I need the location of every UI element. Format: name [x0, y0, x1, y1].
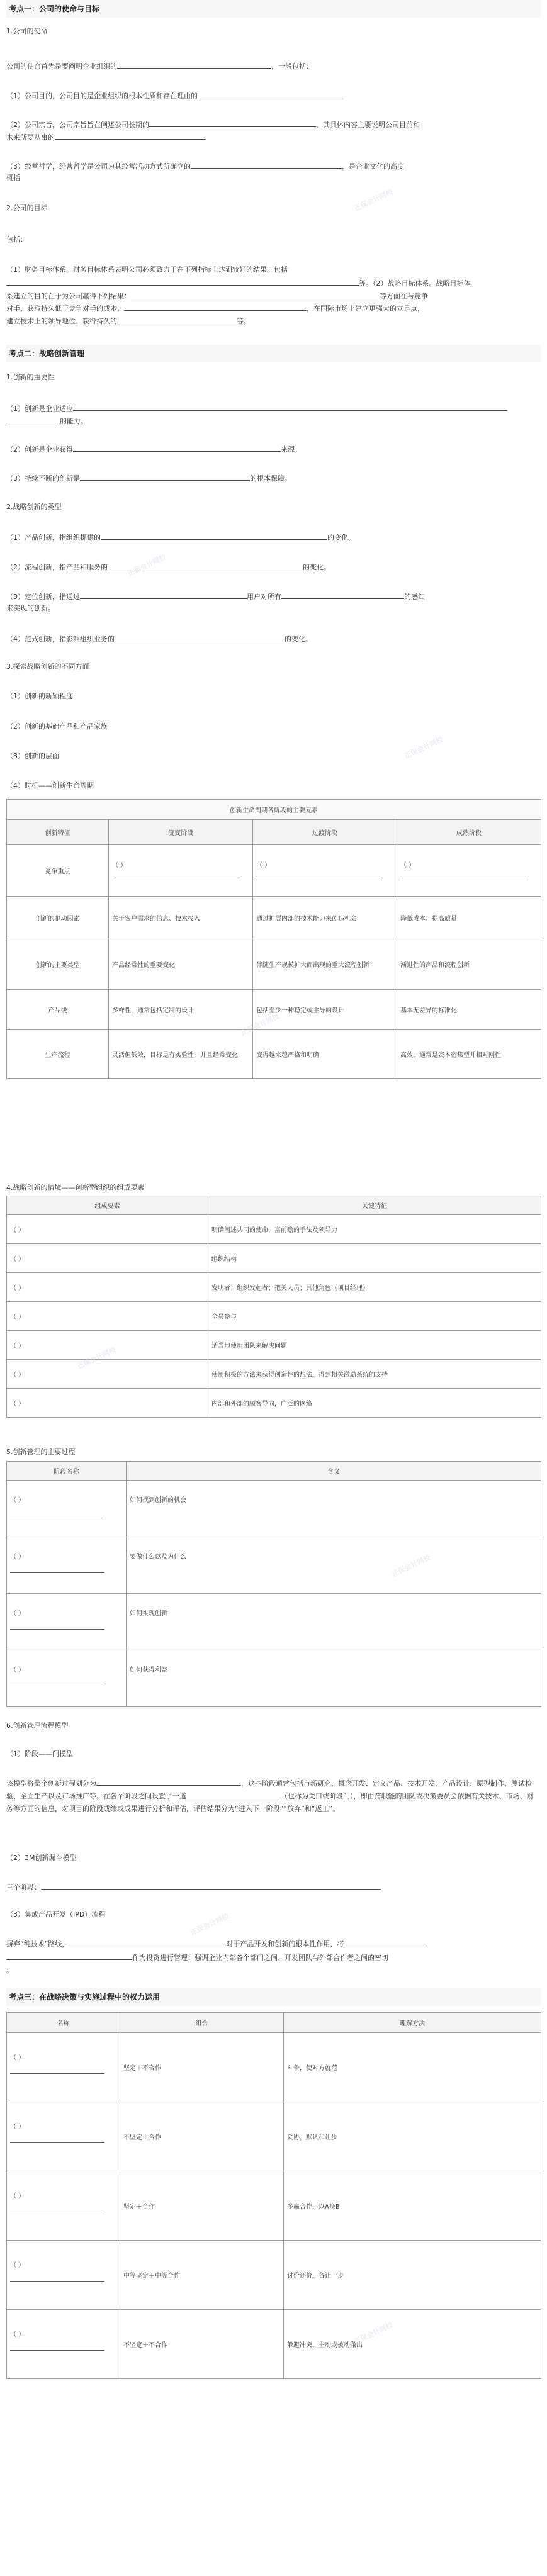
text-segment: 该模型将整个创新过程划分为	[6, 1779, 96, 1788]
table-cell	[7, 2033, 120, 2102]
watermark: 正保会计网校	[239, 1012, 281, 1038]
text-line	[6, 532, 355, 543]
paren-blank: （ ）	[112, 861, 127, 869]
table-cell: 组织结构	[208, 1244, 541, 1273]
text-segment: 对手、获取持久低于竞争对手的成本、	[6, 305, 124, 313]
list-item: （4）时机——创新生命周期	[6, 781, 94, 790]
text-segment: 来源。	[281, 445, 302, 454]
heading-mission: 1.公司的使命	[6, 27, 48, 35]
table-cell: 全员参与	[208, 1302, 541, 1331]
text-line: 概括	[6, 174, 20, 182]
section-title-innovation: 考点二：战略创新管理	[6, 345, 541, 362]
table-caption: 创新生命周期各阶段的主要元素	[7, 800, 541, 820]
table-header-cell: 过渡阶段	[253, 820, 397, 845]
paren-blank: （ ）	[10, 1497, 25, 1504]
paren-blank: （ ）	[10, 2124, 25, 2131]
table-cell	[7, 1537, 127, 1594]
blank	[6, 415, 60, 423]
text-line	[6, 561, 330, 573]
blank	[124, 303, 307, 311]
table-cell	[7, 1389, 208, 1418]
watermark: 正保会计网校	[76, 1345, 117, 1371]
table-cell	[7, 2241, 120, 2310]
table-cell: 变得越来越严格和明确	[253, 1030, 397, 1079]
paren-blank: （ ）	[10, 1285, 25, 1292]
blank	[186, 1790, 281, 1798]
table-header-cell: 关键特征	[208, 1196, 541, 1215]
table-header-cell: 组成要素	[7, 1196, 208, 1215]
table-cell	[7, 1650, 127, 1707]
table-cell: 基本无差异的标准化	[397, 990, 541, 1030]
text-line	[6, 1938, 426, 1949]
table-cell: 适当地使用团队来解决问题	[208, 1331, 541, 1360]
table-cell: 产品经常性的重要变化	[109, 939, 253, 990]
text-line	[6, 415, 87, 427]
blank	[281, 591, 404, 599]
text-line: 包括：	[6, 235, 27, 244]
text-segment: （也称为关口或阶段门），即由跨职能的团队或决策委员会依据有关技术、市场、财务等方面的信息，对项目的阶段成绩或成果进行分析和评估，评估结果分为“进入下一阶段”“放弃”和“返工”。	[6, 1792, 534, 1813]
blank	[69, 1938, 226, 1946]
table-cell	[7, 1594, 127, 1650]
blank	[10, 2066, 104, 2074]
table-row	[7, 1537, 541, 1594]
table-row	[7, 1389, 541, 1418]
paren-blank: （ ）	[10, 1227, 25, 1234]
text-segment: 的变化。	[285, 635, 312, 643]
watermark: 正保会计网校	[352, 188, 394, 213]
blank	[10, 2136, 104, 2143]
paren-blank: （ ）	[10, 2193, 25, 2200]
text-segment: 公司的使命首先是要阐明企业组织的	[6, 62, 117, 70]
table-row	[7, 2241, 541, 2310]
blank	[256, 873, 382, 880]
paren-blank: （ ）	[10, 1554, 25, 1560]
text-segment: 用户对所有	[247, 593, 281, 601]
table-cell: 坚定＋合作	[120, 2171, 284, 2241]
text-segment: ，这些阶段通常包括市场研究、概念开发、定义产品、技术开发、产品设计、原型制作、测试检验、全面生产以及市场推广等。在各个阶段之间设置了一道	[6, 1779, 532, 1800]
table-header-cell: 名称	[7, 2013, 120, 2033]
blank	[10, 1679, 104, 1686]
blank	[55, 132, 206, 140]
text-segment: （2）流程创新，指产品和服务的	[6, 563, 108, 571]
table-header-cell: 含义	[127, 1462, 541, 1481]
table-cell: 渐进性的产品和流程创新	[397, 939, 541, 990]
text-line: （1）财务目标体系。财务目标体系表明公司必须致力于在下列指标上达到较好的结果。包括	[6, 266, 288, 274]
text-segment: （1）产品创新，指组织提供的	[6, 534, 101, 542]
table-header-cell: 理解方法	[284, 2013, 541, 2033]
text-line	[6, 290, 428, 301]
table-row	[7, 990, 541, 1030]
watermark: 正保会计网校	[390, 1553, 432, 1579]
text-line	[6, 633, 312, 644]
table-cell: 明确阐述共同的使命，富前瞻的手法及领导力	[208, 1215, 541, 1244]
text-segment: 的变化。	[327, 534, 355, 542]
text-line	[6, 132, 206, 143]
table-cell: 包括至少一种稳定或主导的设计	[253, 990, 397, 1030]
text-line	[6, 90, 346, 101]
paren-blank: （ ）	[10, 1401, 25, 1408]
text-segment: （3）经营哲学，经营哲学是公司为其经营活动方式所确立的	[6, 162, 191, 171]
text-line	[6, 315, 251, 327]
subheading: （3）集成产品开发（IPD）流程	[6, 1910, 106, 1918]
table-row	[7, 1273, 541, 1302]
blank	[131, 290, 380, 298]
table-cell	[7, 1273, 208, 1302]
text-line: 。	[6, 1966, 13, 1974]
process-table	[6, 1461, 541, 1707]
heading-importance: 1.创新的重要性	[6, 373, 55, 381]
table-cell: 坚定＋不合作	[120, 2033, 284, 2102]
list-item: （1）创新的新颖程度	[6, 692, 73, 700]
paren-blank: （ ）	[10, 1667, 25, 1674]
table-header-row	[7, 820, 541, 845]
table-cell: 伴随生产规模扩大而出现的重大流程创新	[253, 939, 397, 990]
table-cell: 中等坚定＋中等合作	[120, 2241, 284, 2310]
blank	[10, 2205, 104, 2212]
table-row	[7, 2310, 541, 2379]
text-segment: 的根本保障。	[250, 474, 291, 483]
table-cell	[7, 2171, 120, 2241]
table-cell: 多赢合作，以A换B	[284, 2171, 541, 2241]
table-cell: 关于客户需求的信息、技术投入	[109, 897, 253, 939]
text-line	[6, 444, 302, 455]
table-cell: 高效，通常是资本密集型并相对刚性	[397, 1030, 541, 1079]
text-segment: 系建立的目的在于为公司赢得下列结果：	[6, 292, 131, 300]
table-cell: 如何找到创新的机会	[127, 1481, 541, 1537]
text-segment: ，其具体内容主要说明公司目前和	[316, 121, 420, 129]
text-segment: ，在国际市场上建立更强大的立足点，	[307, 305, 424, 313]
text-line	[6, 119, 420, 130]
table-cell	[7, 1244, 208, 1273]
table-cell: 斗争，使对方就范	[284, 2033, 541, 2102]
table-cell: 产品线	[7, 990, 109, 1030]
text-segment: 作为投资进行管理；强调企业内部各个部门之间、开发团队与外部合作者之间的密切	[132, 1954, 388, 1962]
text-line	[6, 1881, 381, 1893]
table-cell: 如何实现创新	[127, 1594, 541, 1650]
table-cell: 创新的驱动因素	[7, 897, 109, 939]
heading-context: 4.战略创新的情境——创新型组织的组成要素	[6, 1184, 145, 1192]
table-cell: 发明者；组织发起者；把关人员；其他角色（项目经理）	[208, 1273, 541, 1302]
text-line	[6, 473, 291, 484]
table-header-cell: 流变阶段	[109, 820, 253, 845]
table-cell: 多样性，通常包括定制的设计	[109, 990, 253, 1030]
list-item: （3）创新的层面	[6, 752, 59, 760]
table-cell: 灵活但低效，目标是有实验性，并且经常变化	[109, 1030, 253, 1079]
table-cell: 不坚定＋合作	[120, 2102, 284, 2171]
blank	[80, 473, 250, 481]
table-row	[7, 897, 541, 939]
watermark: 正保会计网校	[403, 735, 444, 761]
blank	[10, 2343, 104, 2351]
blank	[80, 591, 247, 599]
paren-blank: （ ）	[10, 2262, 25, 2269]
lifecycle-table	[6, 799, 541, 1079]
table-cell: 生产流程	[7, 1030, 109, 1079]
table-cell: 通过扩展内部的技术能力来创造机会	[253, 897, 397, 939]
text-segment: 等方面在与竞争	[380, 292, 428, 300]
table-cell: 降低成本、提高质量	[397, 897, 541, 939]
text-segment: （4）范式创新，指影响组织业务的	[6, 635, 115, 643]
table-cell	[7, 2102, 120, 2171]
blank	[10, 1622, 104, 1630]
section-title-power: 考点三：在战略决策与实施过程中的权力运用	[6, 1988, 541, 2006]
table-row	[7, 1650, 541, 1707]
watermark: 正保会计网校	[189, 1912, 230, 1937]
text-segment: 摒弃“纯技术”路线，	[6, 1940, 69, 1948]
table-row	[7, 1030, 541, 1079]
blank	[198, 90, 346, 98]
table-cell	[7, 1481, 127, 1537]
text-segment: ，一般包括：	[271, 62, 313, 70]
paren-blank: （ ）	[400, 861, 415, 869]
blank	[10, 1565, 104, 1573]
blank	[10, 2274, 104, 2282]
table-row	[7, 1360, 541, 1389]
blank	[149, 119, 316, 127]
table-cell	[253, 845, 397, 897]
blank	[108, 561, 303, 569]
heading-aspects: 3.探索战略创新的不同方面	[6, 663, 89, 671]
table-header-row	[7, 1462, 541, 1481]
text-segment: （3）持续不断的创新是	[6, 474, 80, 483]
heading-types: 2.战略创新的类型	[6, 503, 62, 511]
text-line	[6, 60, 313, 72]
subheading: （1）阶段——门模型	[6, 1750, 73, 1758]
heading-goals: 2.公司的目标	[6, 204, 48, 212]
table-cell: 如何获得利益	[127, 1650, 541, 1707]
table-cell	[7, 1360, 208, 1389]
heading-process: 5.创新管理的主要过程	[6, 1448, 76, 1456]
text-line: 来实现的创新。	[6, 604, 55, 612]
table-cell: 竞争重点	[7, 845, 109, 897]
table-cell	[7, 1302, 208, 1331]
table-row	[7, 2102, 541, 2171]
text-segment: （3）定位创新，指通过	[6, 593, 80, 601]
blank	[400, 873, 526, 880]
table-row	[7, 2171, 541, 2241]
power-table	[6, 2012, 541, 2379]
table-header-cell: 组合	[120, 2013, 284, 2033]
table-header-row	[7, 2013, 541, 2033]
table-cell: 躲避冲突，主动或被动撤出	[284, 2310, 541, 2379]
paren-blank: （ ）	[10, 1343, 25, 1350]
table-cell: 内部和外部的顾客导向，广泛的网络	[208, 1389, 541, 1418]
table-row	[7, 845, 541, 897]
paren-blank: （ ）	[10, 2054, 25, 2061]
table-cell	[7, 2310, 120, 2379]
blank	[117, 315, 237, 323]
text-segment: ，是企业文化的高度	[342, 162, 404, 171]
paragraph-stage-gate	[6, 1778, 538, 1815]
table-row	[7, 1244, 541, 1273]
text-segment: 的能力。	[60, 417, 87, 425]
text-segment: （2）公司宗旨，公司宗旨旨在阐述公司长期的	[6, 121, 149, 129]
table-cell	[7, 1331, 208, 1360]
paren-blank: （ ）	[10, 2331, 25, 2338]
table-header-cell: 阶段名称	[7, 1462, 127, 1481]
table-cell	[397, 845, 541, 897]
blank	[117, 60, 271, 69]
blank	[6, 277, 359, 286]
table-cell: 创新的主要类型	[7, 939, 109, 990]
text-segment: 等。（2）战略目标体系。战略目标体	[359, 279, 471, 288]
blank	[41, 1881, 381, 1890]
blank	[6, 1952, 132, 1960]
paren-blank: （ ）	[10, 1256, 25, 1263]
text-segment: 的感知	[404, 593, 425, 601]
list-item: （2）创新的基础产品和产品家族	[6, 722, 108, 731]
table-row	[7, 2033, 541, 2102]
table-header-row	[7, 1196, 541, 1215]
table-row	[7, 1481, 541, 1537]
table-cell: 使用积极的方法来获得创造性的想法，得到相关激励系统的支持	[208, 1360, 541, 1389]
paren-blank: （ ）	[10, 1372, 25, 1379]
text-line	[6, 303, 424, 314]
table-row	[7, 939, 541, 990]
table-cell	[109, 845, 253, 897]
paren-blank: （ ）	[256, 861, 271, 869]
text-line	[6, 160, 404, 172]
blank	[112, 873, 238, 880]
table-row	[7, 1594, 541, 1650]
subheading: （2）3M创新漏斗模型	[6, 1854, 77, 1862]
blank	[115, 633, 285, 641]
section-title-mission: 考点一：公司的使命与目标	[6, 0, 541, 18]
text-segment: （2）创新是企业获得	[6, 445, 73, 454]
blank	[10, 1509, 104, 1516]
table-cell: 讨价还价，各让一步	[284, 2241, 541, 2310]
table-row	[7, 1331, 541, 1360]
watermark: 正保会计网校	[126, 552, 167, 578]
heading-models: 6.创新管理流程模型	[6, 1722, 69, 1730]
text-line	[6, 403, 507, 414]
elements-table	[6, 1196, 541, 1418]
text-line	[6, 277, 471, 289]
table-cell: 妥协，默认和让步	[284, 2102, 541, 2171]
table-header-cell: 创新特征	[7, 820, 109, 845]
table-header-cell: 成熟阶段	[397, 820, 541, 845]
text-segment: 等。	[237, 317, 251, 325]
text-segment: 的变化。	[303, 563, 330, 571]
paren-blank: （ ）	[10, 1610, 25, 1617]
blank	[101, 532, 327, 540]
table-cell: 要做什么以及为什么	[127, 1537, 541, 1594]
table-row	[7, 1302, 541, 1331]
text-segment: 三个阶段：	[6, 1883, 41, 1891]
blank	[191, 160, 342, 169]
watermark: 正保会计网校	[352, 2321, 394, 2346]
table-row	[7, 1215, 541, 1244]
table-cell	[7, 1215, 208, 1244]
text-segment: 建立技术上的领导地位、获得持久的	[6, 317, 117, 325]
table-cell: 不坚定＋不合作	[120, 2310, 284, 2379]
text-line	[6, 1952, 388, 1963]
text-line	[6, 591, 425, 602]
text-segment: （1）创新是企业适应	[6, 405, 73, 413]
text-segment: （1）公司目的，公司目的是企业组织的根本性质和存在理由的	[6, 92, 198, 100]
paren-blank: （ ）	[10, 1314, 25, 1321]
blank	[73, 444, 281, 452]
text-segment: 未来所要从事的	[6, 133, 55, 142]
blank	[344, 1938, 426, 1946]
blank	[73, 403, 507, 411]
blank	[96, 1778, 241, 1786]
text-segment: 对于产品开发和创新的根本性作用，将	[226, 1940, 344, 1948]
